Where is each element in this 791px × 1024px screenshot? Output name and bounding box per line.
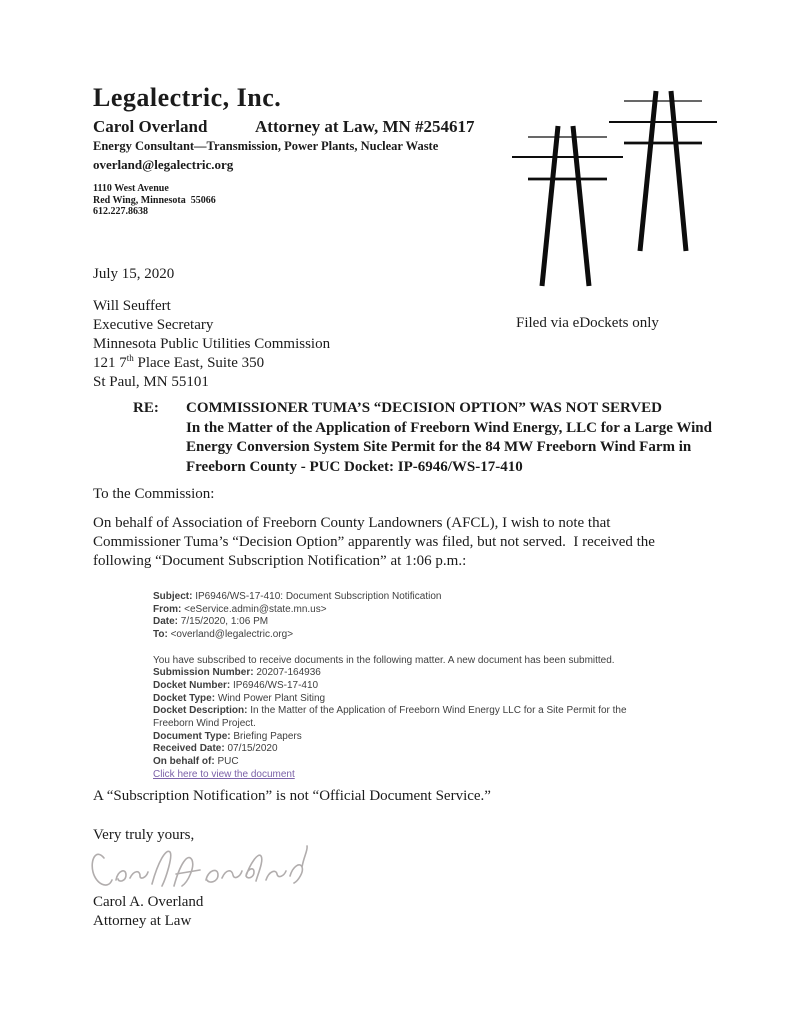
recipient-city: St Paul, MN 55101 <box>93 374 209 390</box>
tagline: Energy Consultant—Transmission, Power Plants, Nuclear Waste <box>93 139 439 153</box>
email-field-document-type: Document Type: Briefing Papers <box>153 730 302 742</box>
email-subscription-note: You have subscribed to receive documents in the following matter. A new document has been submitted. <box>153 654 615 666</box>
email-field-docket-description-cont: Freeborn Wind Project. <box>153 718 256 730</box>
email-field-to: To: <overland@legalectric.org> <box>153 629 294 641</box>
letterhead-phone: 612.227.8638 <box>93 206 148 217</box>
re-label: RE: <box>133 400 159 416</box>
body-line: Commissioner Tuma’s “Decision Option” apparently was filed, but not served. I received the <box>93 534 655 550</box>
email-field-subject: Subject: IP6946/WS-17-410: Document Subscription Notification <box>153 591 442 602</box>
email-field-submission-number: Submission Number: 20207-164936 <box>153 667 321 679</box>
transmission-towers-logo <box>495 55 730 295</box>
re-block <box>133 399 726 477</box>
email-notification-quote <box>153 591 713 782</box>
salutation: To the Commission: <box>93 486 215 502</box>
recipient-org: Minnesota Public Utilities Commission <box>93 336 331 352</box>
email-blank-line <box>153 642 713 655</box>
re-line: Freeborn County - PUC Docket: IP-6946/WS-17-410 <box>186 458 523 475</box>
email-field-docket-type: Docket Type: Wind Power Plant Siting <box>153 692 326 704</box>
letterhead-address-line1: 1110 West Avenue <box>93 183 169 194</box>
email-field-from: From: <eService.admin@state.mn.us> <box>153 603 327 615</box>
company-name: Legalectric, Inc. <box>93 83 282 112</box>
body-line: On behalf of Association of Freeborn County Landowners (AFCL), I wish to note that <box>93 515 611 531</box>
recipient-street: 121 7th Place East, Suite 350 <box>93 353 265 371</box>
re-line: Energy Conversion System Site Permit for the 84 MW Freeborn Wind Farm in <box>186 439 692 455</box>
body-paragraph <box>93 514 655 571</box>
attorney-title: Attorney at Law, MN #254617 <box>255 117 475 136</box>
signer-block <box>93 893 203 931</box>
filing-note: Filed via eDockets only <box>516 315 659 331</box>
letterhead-address-line2: Red Wing, Minnesota 55066 <box>93 194 216 206</box>
signer-name: Carol A. Overland <box>93 894 204 910</box>
body-line: following “Document Subscription Notification” at 1:06 p.m.: <box>93 553 467 569</box>
letterhead <box>93 84 475 218</box>
email-field-received-date: Received Date: 07/15/2020 <box>153 743 278 755</box>
signer-title: Attorney at Law <box>93 913 192 929</box>
email-field-date: Date: 7/15/2020, 1:06 PM <box>153 616 269 628</box>
recipient-name: Will Seuffert <box>93 298 171 314</box>
re-line: In the Matter of the Application of Freeborn Wind Energy, LLC for a Large Wind <box>186 419 712 436</box>
re-heading: COMMISSIONER TUMA’S “DECISION OPTION” WAS NOT SERVED <box>186 400 662 416</box>
recipient-address <box>93 297 330 392</box>
email-field-docket-description: Docket Description: In the Matter of the Application of Freeborn Wind Energy LLC for a Site Permit for the <box>153 705 627 717</box>
letter-date: July 15, 2020 <box>93 266 175 282</box>
email-field-on-behalf-of: On behalf of: PUC <box>153 756 239 768</box>
valediction: Very truly yours, <box>93 827 195 843</box>
recipient-title: Executive Secretary <box>93 317 214 333</box>
email-field-docket-number: Docket Number: IP6946/WS-17-410 <box>153 679 319 691</box>
view-document-link[interactable]: Click here to view the document <box>153 768 295 780</box>
letterhead-email: overland@legalectric.org <box>93 157 234 172</box>
closing-note: A “Subscription Notification” is not “Official Document Service.” <box>93 788 491 804</box>
attorney-name: Carol Overland <box>93 117 208 136</box>
